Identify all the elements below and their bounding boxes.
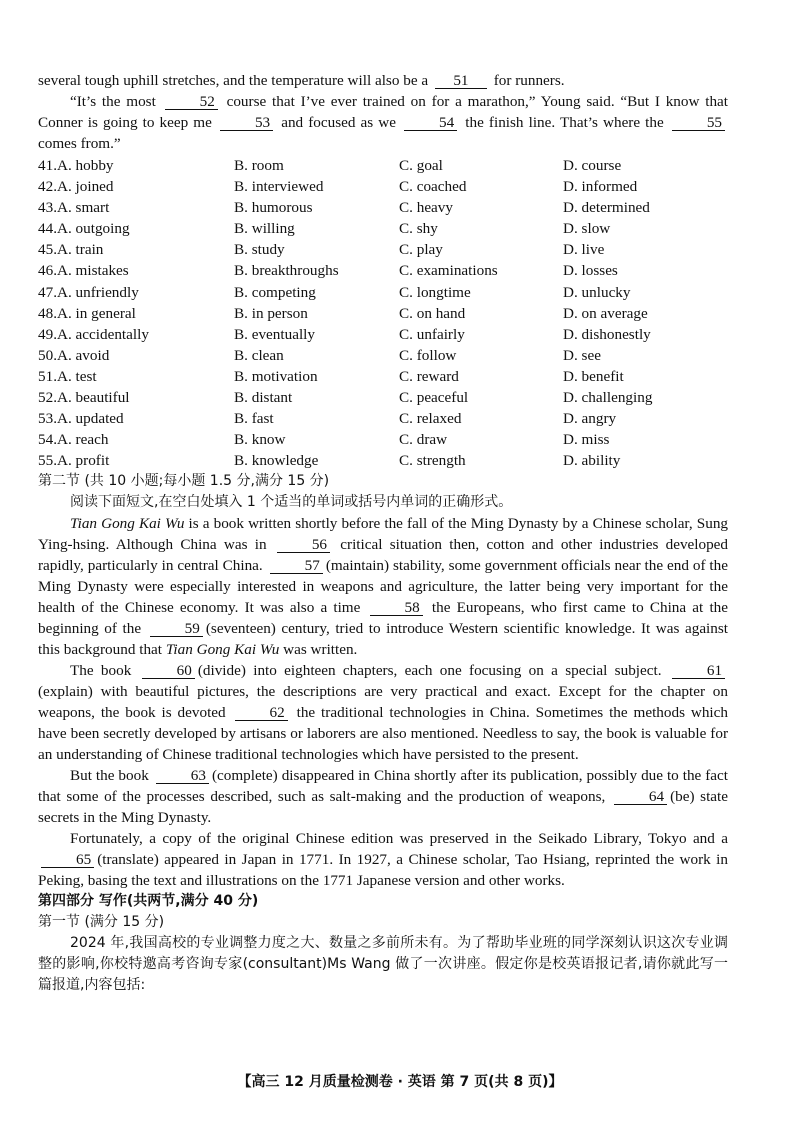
blank-65: 65: [41, 852, 94, 868]
option-d: D. determined: [563, 199, 650, 217]
options-list: [38, 155, 728, 471]
option-a: 51.A. test: [38, 367, 97, 385]
option-b: B. eventually: [234, 325, 315, 343]
option-row: [38, 366, 728, 387]
option-c: C. longtime: [399, 283, 471, 301]
option-row: [38, 239, 728, 260]
blank-56: 56: [277, 537, 330, 553]
text: several tough uphill stretches, and the temperature will also be a: [38, 72, 429, 89]
text: (explain) with beautiful pictures, the descriptions are very practical and exact. Except for the chapter on weapons, the book is devoted: [38, 683, 728, 722]
section2-heading: 第二节 (共 10 小题;每小题 1.5 分,满分 15 分): [38, 473, 330, 490]
book-title: Tian Gong Kai Wu: [165, 641, 280, 659]
option-c: C. examinations: [399, 262, 498, 280]
option-row: [38, 429, 728, 450]
option-row: [38, 387, 728, 408]
text: (be) state secrets in the Ming Dynasty.: [38, 788, 729, 827]
option-b: B. study: [234, 241, 285, 259]
option-row: [38, 218, 728, 239]
blank-55: 55: [672, 115, 725, 131]
option-c: C. follow: [399, 346, 457, 364]
text: But the book: [70, 767, 149, 785]
cloze-passage-quote: [38, 91, 728, 154]
blank-59: 59: [150, 621, 203, 637]
text: comes from.”: [38, 135, 121, 152]
blank-52: 52: [165, 94, 218, 110]
part4-heading: 第四部分 写作(共两节,满分 40 分): [38, 893, 259, 910]
option-d: D. ability: [563, 452, 621, 470]
option-c: C. on hand: [399, 304, 466, 322]
option-a: 55.A. profit: [38, 452, 110, 470]
text: for runners.: [493, 72, 565, 89]
text: The book: [70, 662, 132, 680]
option-b: B. humorous: [234, 199, 313, 217]
option-a: 44.A. outgoing: [38, 220, 130, 238]
option-row: [38, 197, 728, 218]
option-row: [38, 450, 728, 471]
blank-62: 62: [235, 705, 288, 721]
text: “It’s the most: [70, 93, 156, 110]
option-row: [38, 324, 728, 345]
option-d: D. losses: [563, 262, 618, 280]
blank-51: 51: [435, 73, 487, 89]
blank-60: 60: [142, 663, 195, 679]
option-d: D. informed: [563, 178, 638, 196]
option-b: B. in person: [234, 304, 308, 322]
option-d: D. slow: [563, 220, 611, 238]
text: (divide) into eighteen chapters, each one focusing on a special subject.: [197, 662, 662, 680]
text: the traditional technologies in China. Sometimes the methods which have been secretly developed by artisans or laborers are also mentioned. Needless to say, the book is valuable for an understanding of Chinese traditional technologies which have persisted to the present.: [38, 704, 728, 764]
part4-section1-heading: 第一节 (满分 15 分): [38, 914, 165, 931]
option-c: C. unfairly: [399, 325, 465, 343]
page-footer: 【高三 12 月质量检测卷 · 英语 第 7 页(共 8 页)】: [237, 1074, 563, 1090]
option-a: 50.A. avoid: [38, 346, 110, 364]
option-a: 53.A. updated: [38, 410, 124, 428]
option-a: 48.A. in general: [38, 304, 136, 322]
option-a: 46.A. mistakes: [38, 262, 129, 280]
option-row: [38, 260, 728, 281]
option-row: [38, 408, 728, 429]
option-d: D. on average: [563, 304, 648, 322]
option-b: B. breakthroughs: [234, 262, 339, 280]
text: the finish line. That’s where the: [465, 114, 664, 131]
option-a: 45.A. train: [38, 241, 104, 259]
blank-63: 63: [156, 768, 209, 784]
option-b: B. competing: [234, 283, 316, 301]
option-b: B. room: [234, 157, 284, 174]
option-b: B. motivation: [234, 367, 318, 385]
option-d: D. miss: [563, 431, 610, 449]
text: is a book written shortly before the fall of the Ming Dynasty by a Chinese scholar, Sung Ying-hsing. Although China was in: [38, 515, 729, 554]
option-c: C. play: [399, 241, 443, 259]
option-d: D. course: [563, 157, 622, 174]
text: (seventeen) century, tried to introduce Western scientific knowledge. It was against this background that: [38, 620, 729, 659]
text: was written.: [283, 641, 358, 659]
option-c: C. heavy: [399, 199, 453, 217]
option-row: [38, 155, 728, 176]
blank-58: 58: [370, 600, 423, 616]
grammar-paragraph-3: [38, 765, 728, 828]
option-b: B. distant: [234, 389, 293, 407]
text: and focused as we: [281, 114, 396, 131]
option-c: C. peaceful: [399, 389, 469, 407]
book-title: Tian Gong Kai Wu: [70, 515, 185, 533]
option-b: B. interviewed: [234, 178, 324, 196]
option-c: C. draw: [399, 431, 448, 449]
option-row: [38, 345, 728, 366]
option-a: 42.A. joined: [38, 178, 114, 196]
option-a: 47.A. unfriendly: [38, 283, 139, 301]
option-b: B. know: [234, 431, 286, 449]
option-d: D. benefit: [563, 367, 624, 385]
text: (translate) appeared in Japan in 1771. In 1927, a Chinese scholar, Tao Hsiang, reprinted the work in Peking, basing the text and illustrations on the 1771 Japanese version and other works.: [38, 851, 728, 890]
option-b: B. willing: [234, 220, 295, 238]
blank-64: 64: [614, 789, 667, 805]
blank-54: 54: [404, 115, 457, 131]
option-row: [38, 303, 728, 324]
option-c: C. reward: [399, 367, 459, 385]
text: (complete) disappeared in China shortly after its publication, possibly due to the fact that some of the processes described, such as salt-making and the production of weapons,: [38, 767, 729, 806]
option-row: [38, 282, 728, 303]
writing-prompt: 2024 年,我国高校的专业调整力度之大、数量之多前所未有。为了帮助毕业班的同学深刻认识这次专业调整的影响,你校特邀高考咨询专家(consultant)Ms Wang 做了一次讲座。假定你是校英语报记者,请你就此写一篇报道,内容包括:: [38, 935, 728, 994]
text: Fortunately, a copy of the original Chinese edition was preserved in the Seikado Library, Tokyo and a: [70, 830, 728, 848]
option-d: D. angry: [563, 410, 617, 428]
option-b: B. fast: [234, 410, 274, 428]
option-c: C. coached: [399, 178, 467, 196]
option-row: [38, 176, 728, 197]
section2-instruction: 阅读下面短文,在空白处填入 1 个适当的单词或括号内单词的正确形式。: [70, 494, 513, 511]
option-d: D. dishonestly: [563, 325, 651, 343]
cloze-passage-line1: [38, 70, 728, 91]
text: critical situation then, cotton and other industries developed rapidly, particularly in central China.: [38, 536, 729, 575]
option-b: B. clean: [234, 346, 284, 364]
grammar-paragraph-1: [38, 513, 728, 660]
blank-61: 61: [672, 663, 725, 679]
text: course that I’ve ever trained on for a marathon,” Young said. “But I know that Conner is going to keep me: [38, 93, 729, 131]
option-a: 41.A. hobby: [38, 157, 114, 174]
text: (maintain) stability, some government officials near the end of the Ming Dynasty were especially interested in weapons and agriculture, the latter being very important for the health of the Chinese economy. It was also a time: [38, 557, 728, 617]
option-d: D. unlucky: [563, 283, 631, 301]
blank-53: 53: [220, 115, 273, 131]
grammar-paragraph-2: [38, 660, 728, 765]
exam-page: [38, 70, 728, 996]
option-d: D. live: [563, 241, 605, 259]
option-c: C. relaxed: [399, 410, 462, 428]
option-b: B. knowledge: [234, 452, 319, 470]
option-c: C. goal: [399, 157, 443, 174]
option-a: 43.A. smart: [38, 199, 110, 217]
option-c: C. shy: [399, 220, 438, 238]
option-d: D. see: [563, 346, 601, 364]
option-c: C. strength: [399, 452, 466, 470]
option-a: 54.A. reach: [38, 431, 109, 449]
option-a: 52.A. beautiful: [38, 389, 130, 407]
text: the Europeans, who first came to China at the beginning of the: [38, 599, 728, 638]
blank-57: 57: [270, 558, 323, 574]
option-d: D. challenging: [563, 389, 653, 407]
option-a: 49.A. accidentally: [38, 325, 149, 343]
grammar-paragraph-4: [38, 828, 728, 891]
